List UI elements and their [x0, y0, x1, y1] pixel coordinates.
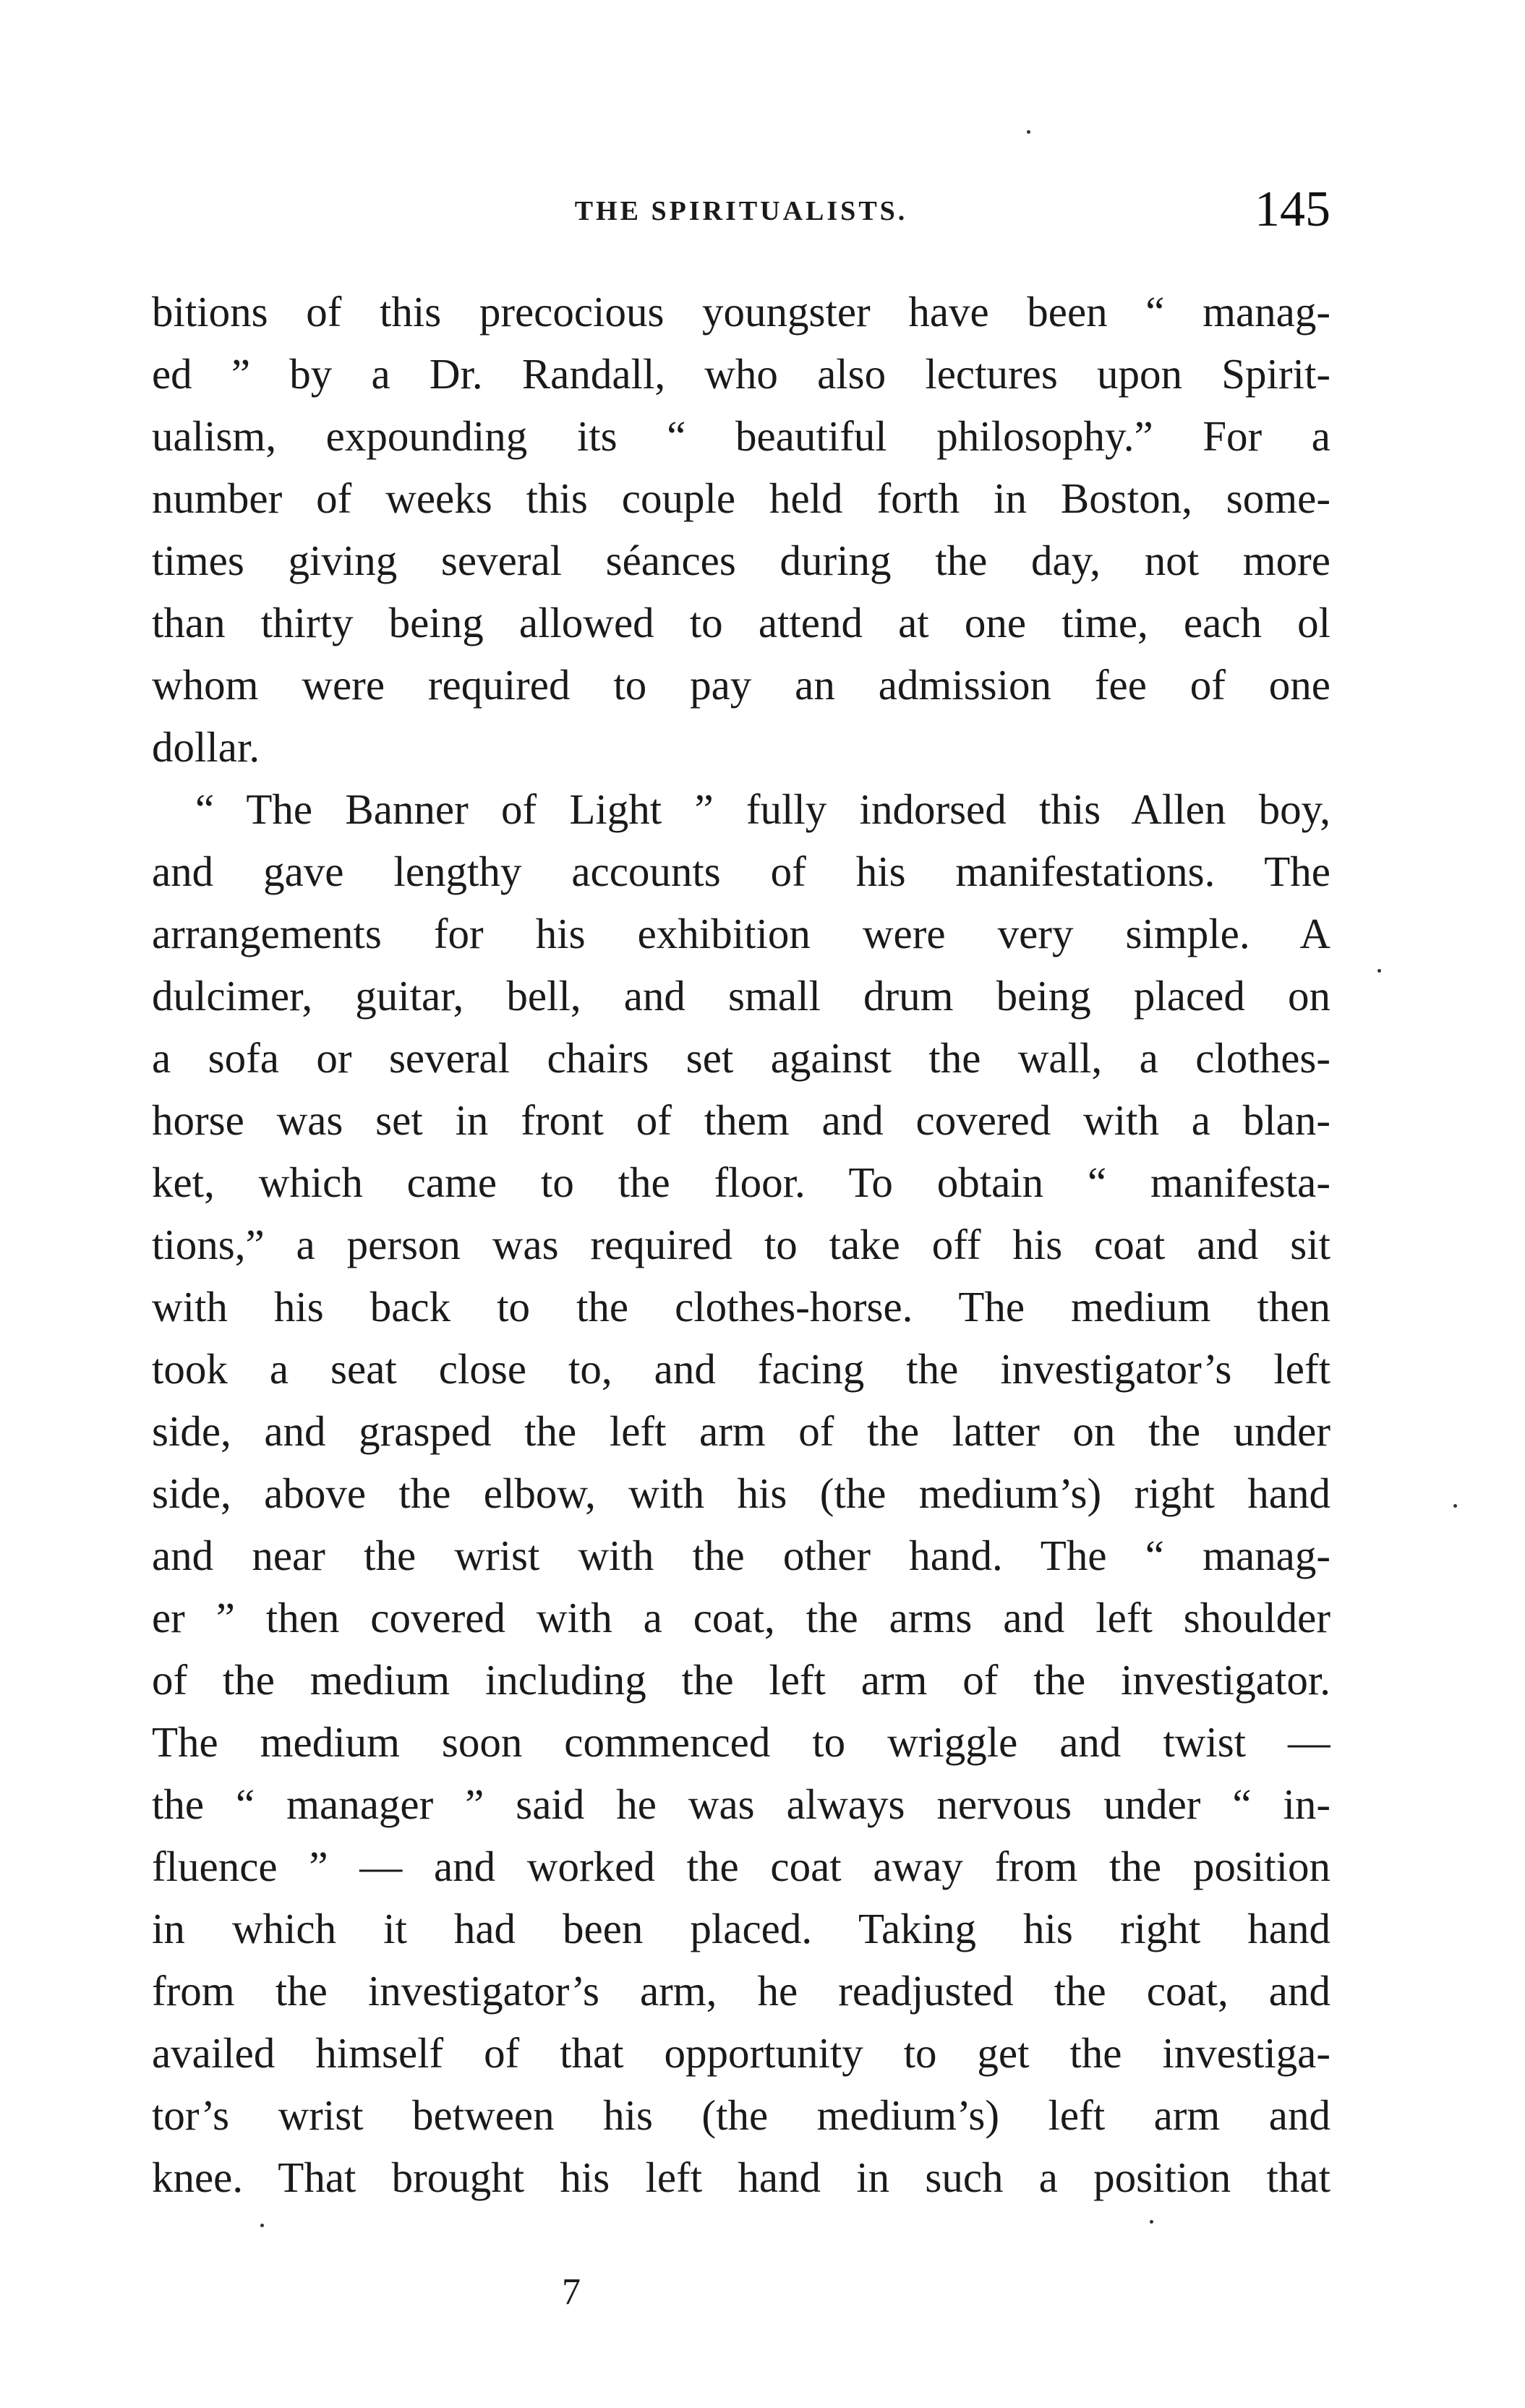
text-line: side, and grasped the left arm of the latter on the under [152, 1407, 1330, 1455]
paper-speck [260, 2224, 264, 2227]
text-line: dulcimer, guitar, bell, and small drum being placed on [152, 972, 1330, 1020]
paper-speck [1377, 969, 1381, 973]
paper-speck [1453, 1504, 1457, 1508]
text-line: whom were required to pay an admission fee of one [152, 661, 1330, 709]
text-line: knee. That brought his left hand in such a position that [152, 2153, 1330, 2201]
text-line: ed ” by a Dr. Randall, who also lectures upon Spirit- [152, 350, 1330, 398]
body-text [152, 281, 1330, 2208]
text-line: than thirty being allowed to attend at one time, each ol [152, 599, 1330, 646]
page-number: 145 [1255, 182, 1330, 237]
text-line: the “ manager ” said he was always nervous under “ in- [152, 1780, 1330, 1828]
text-line: took a seat close to, and facing the investigator’s left [152, 1345, 1330, 1393]
running-head [152, 181, 1330, 246]
text-line: bitions of this precocious youngster have been “ manag- [152, 288, 1330, 336]
text-line: and gave lengthy accounts of his manifestations. The [152, 848, 1330, 895]
text-line: arrangements for his exhibition were very simple. A [152, 910, 1330, 957]
text-line: fluence ” — and worked the coat away from the position [152, 1843, 1330, 1890]
text-line: ket, which came to the floor. To obtain “ manifesta- [152, 1158, 1330, 1206]
paper-speck [1150, 2220, 1153, 2224]
text-line: availed himself of that opportunity to get the investiga- [152, 2029, 1330, 2077]
running-title: THE SPIRITUALISTS. [574, 196, 908, 226]
text-line: from the investigator’s arm, he readjusted the coat, and [152, 1967, 1330, 2015]
text-line: tions,” a person was required to take off his coat and sit [152, 1221, 1330, 1268]
text-line: tor’s wrist between his (the medium’s) left arm and [152, 2091, 1330, 2139]
text-line: horse was set in front of them and covered with a blan- [152, 1096, 1330, 1144]
text-line: ualism, expounding its “ beautiful philosophy.” For a [152, 412, 1330, 460]
text-line: The medium soon commenced to wriggle and twist — [152, 1718, 1330, 1766]
text-line: a sofa or several chairs set against the wall, a clothes- [152, 1034, 1330, 1082]
text-line: er ” then covered with a coat, the arms and left shoulder [152, 1594, 1330, 1641]
text-line: dollar. [152, 723, 260, 771]
text-line: of the medium including the left arm of the investigator. [152, 1656, 1330, 1704]
text-line: and near the wrist with the other hand. The “ manag- [152, 1532, 1330, 1579]
text-line: side, above the elbow, with his (the medium’s) right hand [152, 1469, 1330, 1517]
text-line: times giving several séances during the day, not more [152, 537, 1330, 584]
signature-mark: 7 [562, 2271, 581, 2313]
text-line: “ The Banner of Light ” fully indorsed this Allen boy, [195, 785, 1330, 833]
text-line: number of weeks this couple held forth in Boston, some- [152, 474, 1330, 522]
text-line: with his back to the clothes-horse. The medium then [152, 1283, 1330, 1331]
text-line: in which it had been placed. Taking his right hand [152, 1905, 1330, 1952]
paper-speck [1027, 130, 1030, 134]
